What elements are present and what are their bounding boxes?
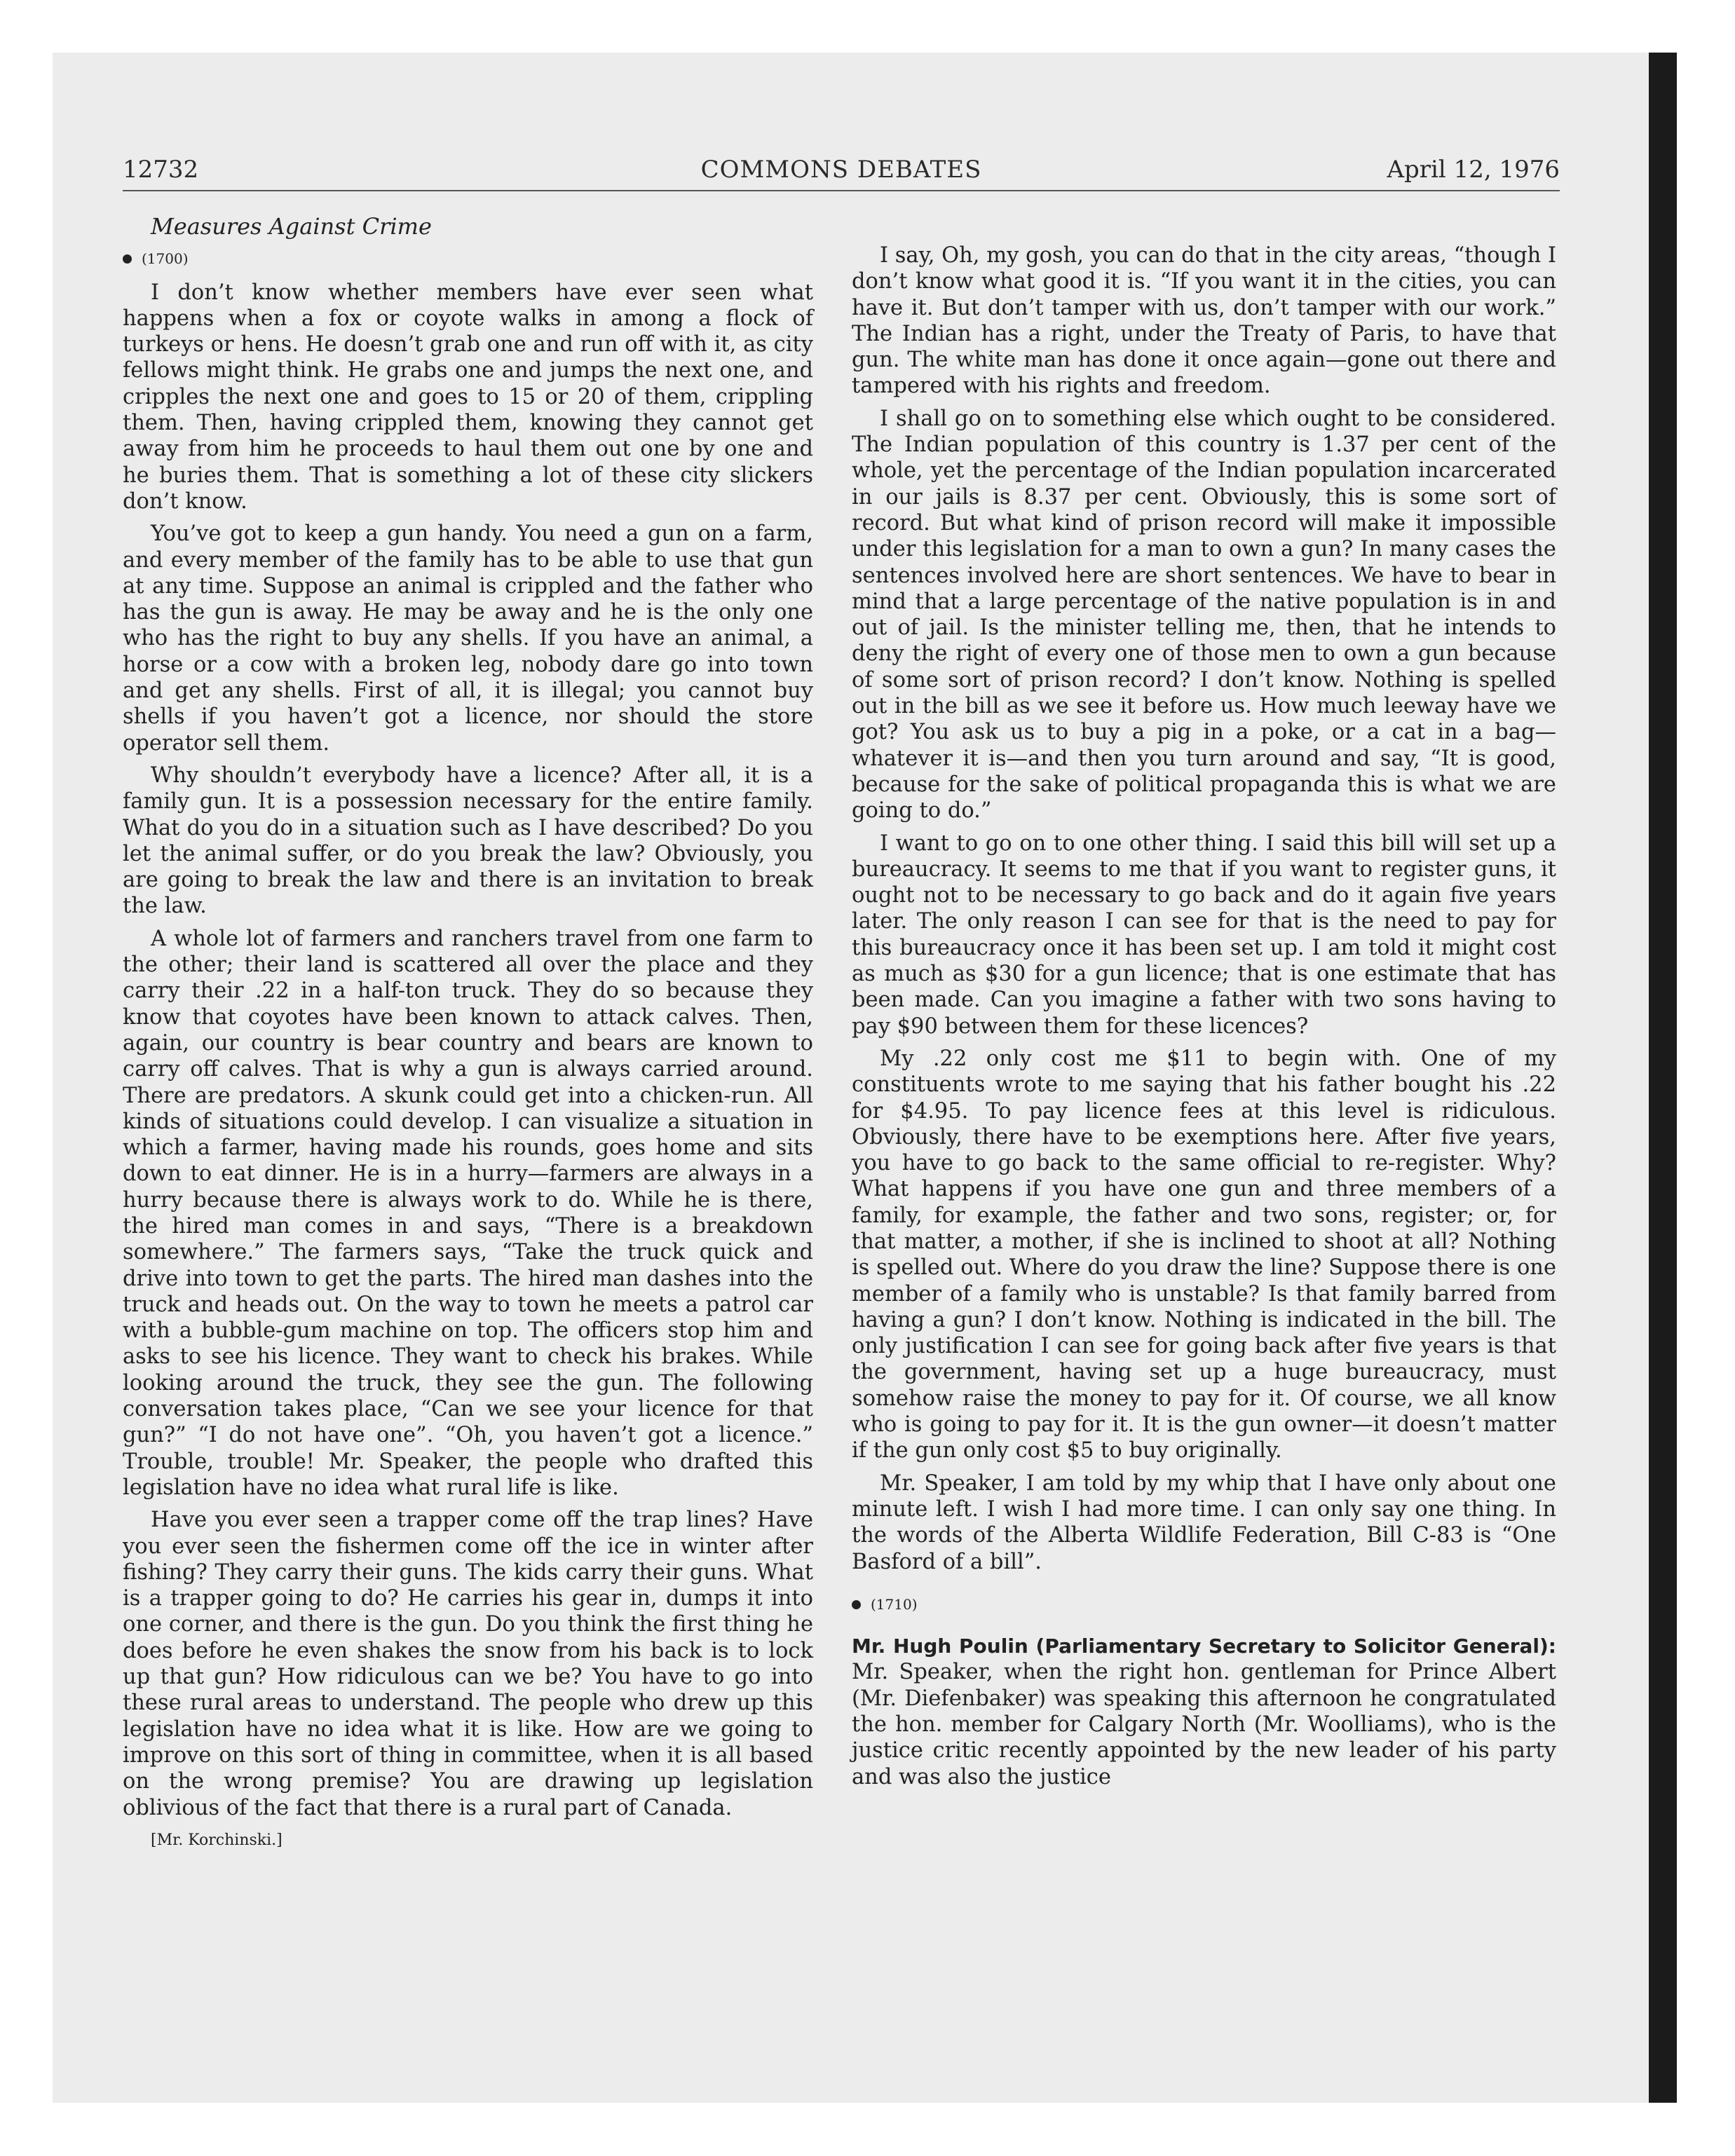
bullet-icon xyxy=(123,254,132,264)
time-marker xyxy=(852,1592,1556,1618)
paragraph: A whole lot of farmers and ranchers travel from one farm to the other; their land is scattered all over the place and they carry their .22 in a half-ton truck. They do so because they know that coyotes have been known to attack calves. Then, again, our country is bear country and bears are known to carry off calves. That is why a gun is always carried around. There are predators. A skunk could get into a chicken-run. All kinds of situations could develop. I can visualize a situation in which a farmer, having made his rounds, goes home and sits down to eat dinner. He is in a hurry—farmers are always in a hurry because there is always work to do. While he is there, the hired man comes in and says, “There is a breakdown somewhere.” The farmers says, “Take the truck quick and drive into town to get the parts. The hired man dashes into the truck and heads out. On the way to town he meets a patrol car with a bubble-gum machine on top. The officers stop him and asks to see his licence. They want to check his brakes. While looking around the truck, they see the gun. The following conversation takes place, “Can we see your licence for that gun?” “I do not have one”. “Oh, you haven’t got a licence.” Trouble, trouble! Mr. Speaker, the people who drafted this legislation have no idea what rural life is like. xyxy=(123,926,813,1500)
time-marker-label: (1710) xyxy=(871,1595,918,1613)
paragraph: I don’t know whether members have ever seen what happens when a fox or coyote walks in among a flock of turkeys or hens. He doesn’t grab one and run off with it, as city fellows might think. He grabs one and jumps the next one, and cripples the next one and goes to 15 or 20 of them, crippling them. Then, having crippled them, knowing they cannot get away from him he proceeds to haul them out one by one and he buries them. That is something a lot of these city slickers don’t know. xyxy=(123,280,813,514)
paragraph: I say, Oh, my gosh, you can do that in the city areas, “though I don’t know what good it is. “If you want it in the cities, you can have it. But don’t tamper with us, don’t tamper with our work.” The Indian has a right, under the Treaty of Paris, to have that gun. The white man has done it once again—gone out there and tampered with his rights and freedom. xyxy=(852,243,1556,399)
publication-title: COMMONS DEBATES xyxy=(700,156,982,184)
paragraph: I want to go on to one other thing. I said this bill will set up a bureaucracy. It seems to me that if you want to register guns, it ought not to be necessary to go back and do it again five years later. The only reason I can see for that is the need to pay for this bureaucracy once it has been set up. I am told it might cost as much as $30 for a gun licence; that is one estimate that has been made. Can you imagine a father with two sons having to pay $90 between them for these licences? xyxy=(852,831,1556,1039)
right-column xyxy=(852,243,1556,1796)
section-title: Measures Against Crime xyxy=(151,213,432,240)
scan-edge-bar xyxy=(1649,53,1677,2103)
speaker-paragraph xyxy=(852,1633,1556,1790)
time-marker-label: (1700) xyxy=(142,250,189,268)
time-marker xyxy=(123,246,813,272)
page-header xyxy=(123,156,1560,191)
paragraph: I shall go on to something else which ought to be considered. The Indian population of this country is 1.37 per cent of the whole, yet the percentage of the Indian population incarcerated in our jails is 8.37 per cent. Obviously, this is some sort of record. But what kind of prison record will make it impossible under this legislation for a man to own a gun? In many cases the sentences involved here are short sentences. We have to bear in mind that a large percentage of the native population is in and out of jail. Is the minister telling me, then, that he intends to deny the right of every one of those men to own a gun because of some sort of prison record? I don’t know. Nothing is spelled out in the bill as we see it before us. How much leeway have we got? You ask us to buy a pig in a poke, or a cat in a bag—whatever it is—and then you turn around and say, “It is good, because for the sake of political propaganda this is what we are going to do.” xyxy=(852,406,1556,824)
page-number: 12732 xyxy=(123,156,199,184)
speaker-name: Mr. Hugh Poulin (Parliamentary Secretary to Solicitor General): xyxy=(852,1635,1556,1658)
paragraph: Have you ever seen a trapper come off the trap lines? Have you ever seen the fishermen come off the ice in winter after fishing? They carry their guns. The kids carry their guns. What is a trapper going to do? He carries his gear in, dumps it into one corner, and there is the gun. Do you think the first thing he does before he even shakes the snow from his back is to lock up that gun? How ridiculous can we be? You have to go into these rural areas to understand. The people who drew up this legislation have no idea what it is like. How are we going to improve on this sort of thing in committee, when it is all based on the wrong premise? You are drawing up legislation oblivious of the fact that there is a rural part of Canada. xyxy=(123,1508,813,1820)
speaker-attribution: [Mr. Korchinski.] xyxy=(151,1831,283,1849)
page-date: April 12, 1976 xyxy=(1387,156,1560,184)
paragraph: You’ve got to keep a gun handy. You need a gun on a farm, and every member of the family has to be able to use that gun at any time. Suppose an animal is crippled and the father who has the gun is away. He may be away and he is the only one who has the right to buy any shells. If you have an animal, a horse or a cow with a broken leg, nobody dare go into town and get any shells. First of all, it is illegal; you cannot buy shells if you haven’t got a licence, nor should the store operator sell them. xyxy=(123,521,813,756)
speaker-text: Mr. Speaker, when the right hon. gentleman for Prince Albert (Mr. Diefenbaker) was speaking this afternoon he congratulated the hon. member for Calgary North (Mr. Woolliams), who is the justice critic recently appointed by the new leader of his party and was also the justice xyxy=(852,1660,1556,1789)
paragraph: Mr. Speaker, I am told by my whip that I have only about one minute left. I wish I had more time. I can only say one thing. In the words of the Alberta Wildlife Federation, Bill C-83 is “One Basford of a bill”. xyxy=(852,1471,1556,1574)
header-rule xyxy=(123,190,1560,191)
bullet-icon xyxy=(852,1600,861,1609)
paragraph: Why shouldn’t everybody have a licence? After all, it is a family gun. It is a possession necessary for the entire family. What do you do in a situation such as I have described? Do you let the animal suffer, or do you break the law? Obviously, you are going to break the law and there is an invitation to break the law. xyxy=(123,763,813,919)
paragraph: My .22 only cost me $11 to begin with. One of my constituents wrote to me saying that his father bought his .22 for $4.95. To pay licence fees at this level is ridiculous. Obviously, there have to be exemptions here. After five years, you have to go back to the same official to re-register. Why? What happens if you have one gun and three members of a family, for example, the father and two sons, register; or, for that matter, a mother, if she is inclined to shoot at all? Nothing is spelled out. Where do you draw the line? Suppose there is one member of a family who is unstable? Is that family barred from having a gun? I don’t know. Nothing is indicated in the bill. The only justification I can see for going back after five years is that the government, having set up a huge bureaucracy, must somehow raise the money to pay for it. Of course, we all know who is going to pay for it. It is the gun owner—it doesn’t matter if the gun only cost $5 to buy originally. xyxy=(852,1046,1556,1464)
left-column xyxy=(123,214,813,1860)
